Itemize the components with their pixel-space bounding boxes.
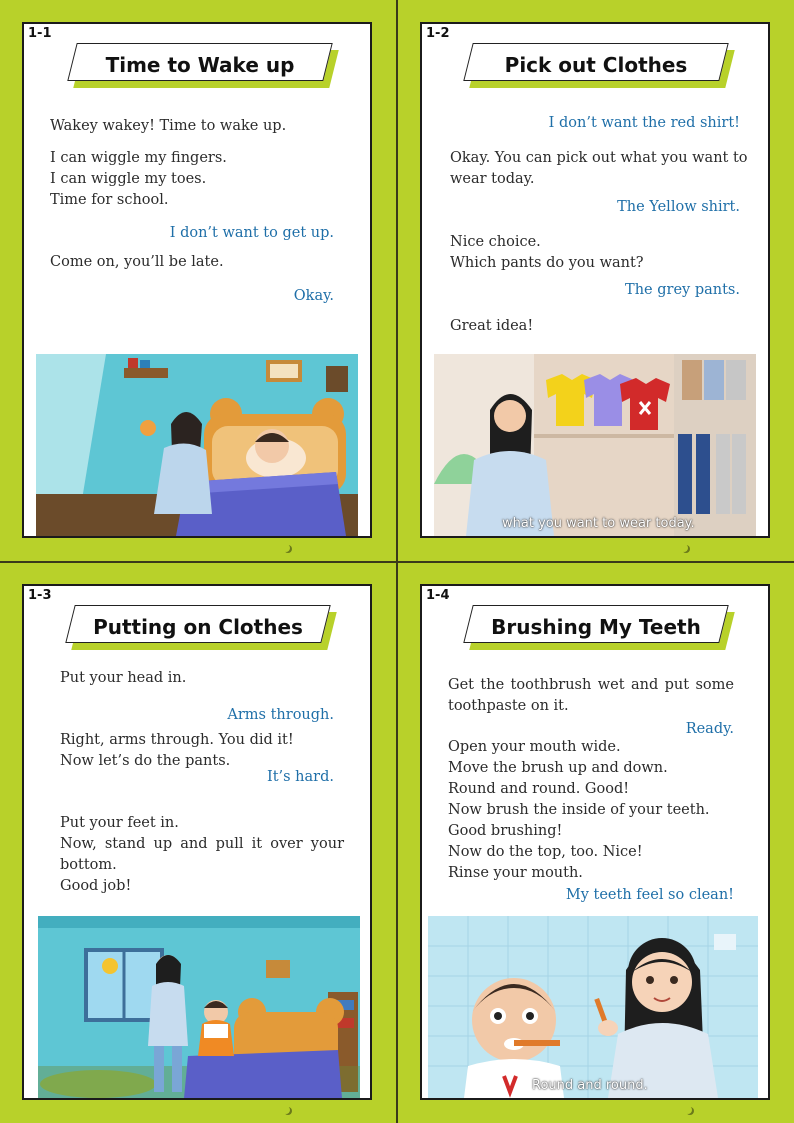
parent-line: Come on, you’ll be late. [50,254,224,270]
parent-line: Time for school. [50,192,169,208]
card-number: 1-1 [28,26,52,41]
card-putting-on-clothes [22,584,372,1100]
kid-line: The grey pants. [625,282,740,298]
card-title: Time to Wake up [105,53,295,77]
card-title: Brushing My Teeth [491,615,701,639]
parent-line: Wakey wakey! Time to wake up. [50,118,287,134]
kid-line: I don’t want the red shirt! [548,115,740,131]
parent-line: I can wiggle my toes. [50,171,207,187]
parent-line: Great idea! [450,318,534,334]
kid-line: Okay. [293,288,334,304]
card-pick-out-clothes [420,22,770,538]
parent-line: Put your head in. [60,670,187,686]
bathroom-brushing-illustration [428,916,758,1098]
card-number: 1-2 [426,26,450,41]
parent-line: bottom. [60,857,117,873]
parent-line: Move the brush up and down. [448,760,668,776]
parent-line: Nice choice. [450,234,541,250]
card-wake-up [22,22,372,538]
card-title: Pick out Clothes [504,53,688,77]
parent-line: Now brush the inside of your teeth. [448,802,710,818]
parent-line: Round and round. Good! [448,781,630,797]
kid-line: I don’t want to get up. [169,225,334,241]
parent-line: Good brushing! [448,823,563,839]
parent-line: Which pants do you want? [450,255,644,271]
card-number: 1-3 [28,588,52,603]
card-brushing-teeth [420,584,770,1100]
moon-icon [282,1106,290,1114]
parent-line: I can wiggle my fingers. [50,150,227,166]
moon-icon [684,1106,692,1114]
card-title: Putting on Clothes [93,615,303,639]
video-caption: Round and round. [532,1078,648,1093]
kid-line: The Yellow shirt. [617,199,740,215]
bedroom-dressing-illustration [38,916,360,1098]
parent-line: Put your feet in. [60,815,179,831]
moon-icon [680,544,688,552]
parent-line: Good job! [60,878,132,894]
parent-line: Now, stand up and pull it over your [60,836,344,852]
parent-line: Right, arms through. You did it! [60,732,294,748]
closet-clothes-illustration [434,354,756,536]
parent-line: toothpaste on it. [448,698,569,714]
card-number: 1-4 [426,588,450,603]
bedroom-wake-up-illustration [36,354,358,536]
kid-line: Ready. [685,721,734,737]
parent-line: Get the toothbrush wet and put some [448,677,734,693]
kid-line: My teeth feel so clean! [565,887,734,903]
moon-icon [282,544,290,552]
parent-line: Now do the top, too. Nice! [448,844,643,860]
video-caption: what you want to wear today. [502,516,695,531]
parent-line: Rinse your mouth. [448,865,583,881]
parent-line: wear today. [450,171,535,187]
horizontal-divider [0,561,794,563]
kid-line: It’s hard. [266,769,334,785]
parent-line: Okay. You can pick out what you want to [450,150,748,166]
kid-line: Arms through. [227,707,334,723]
parent-line: Now let’s do the pants. [60,753,231,769]
parent-line: Open your mouth wide. [448,739,621,755]
